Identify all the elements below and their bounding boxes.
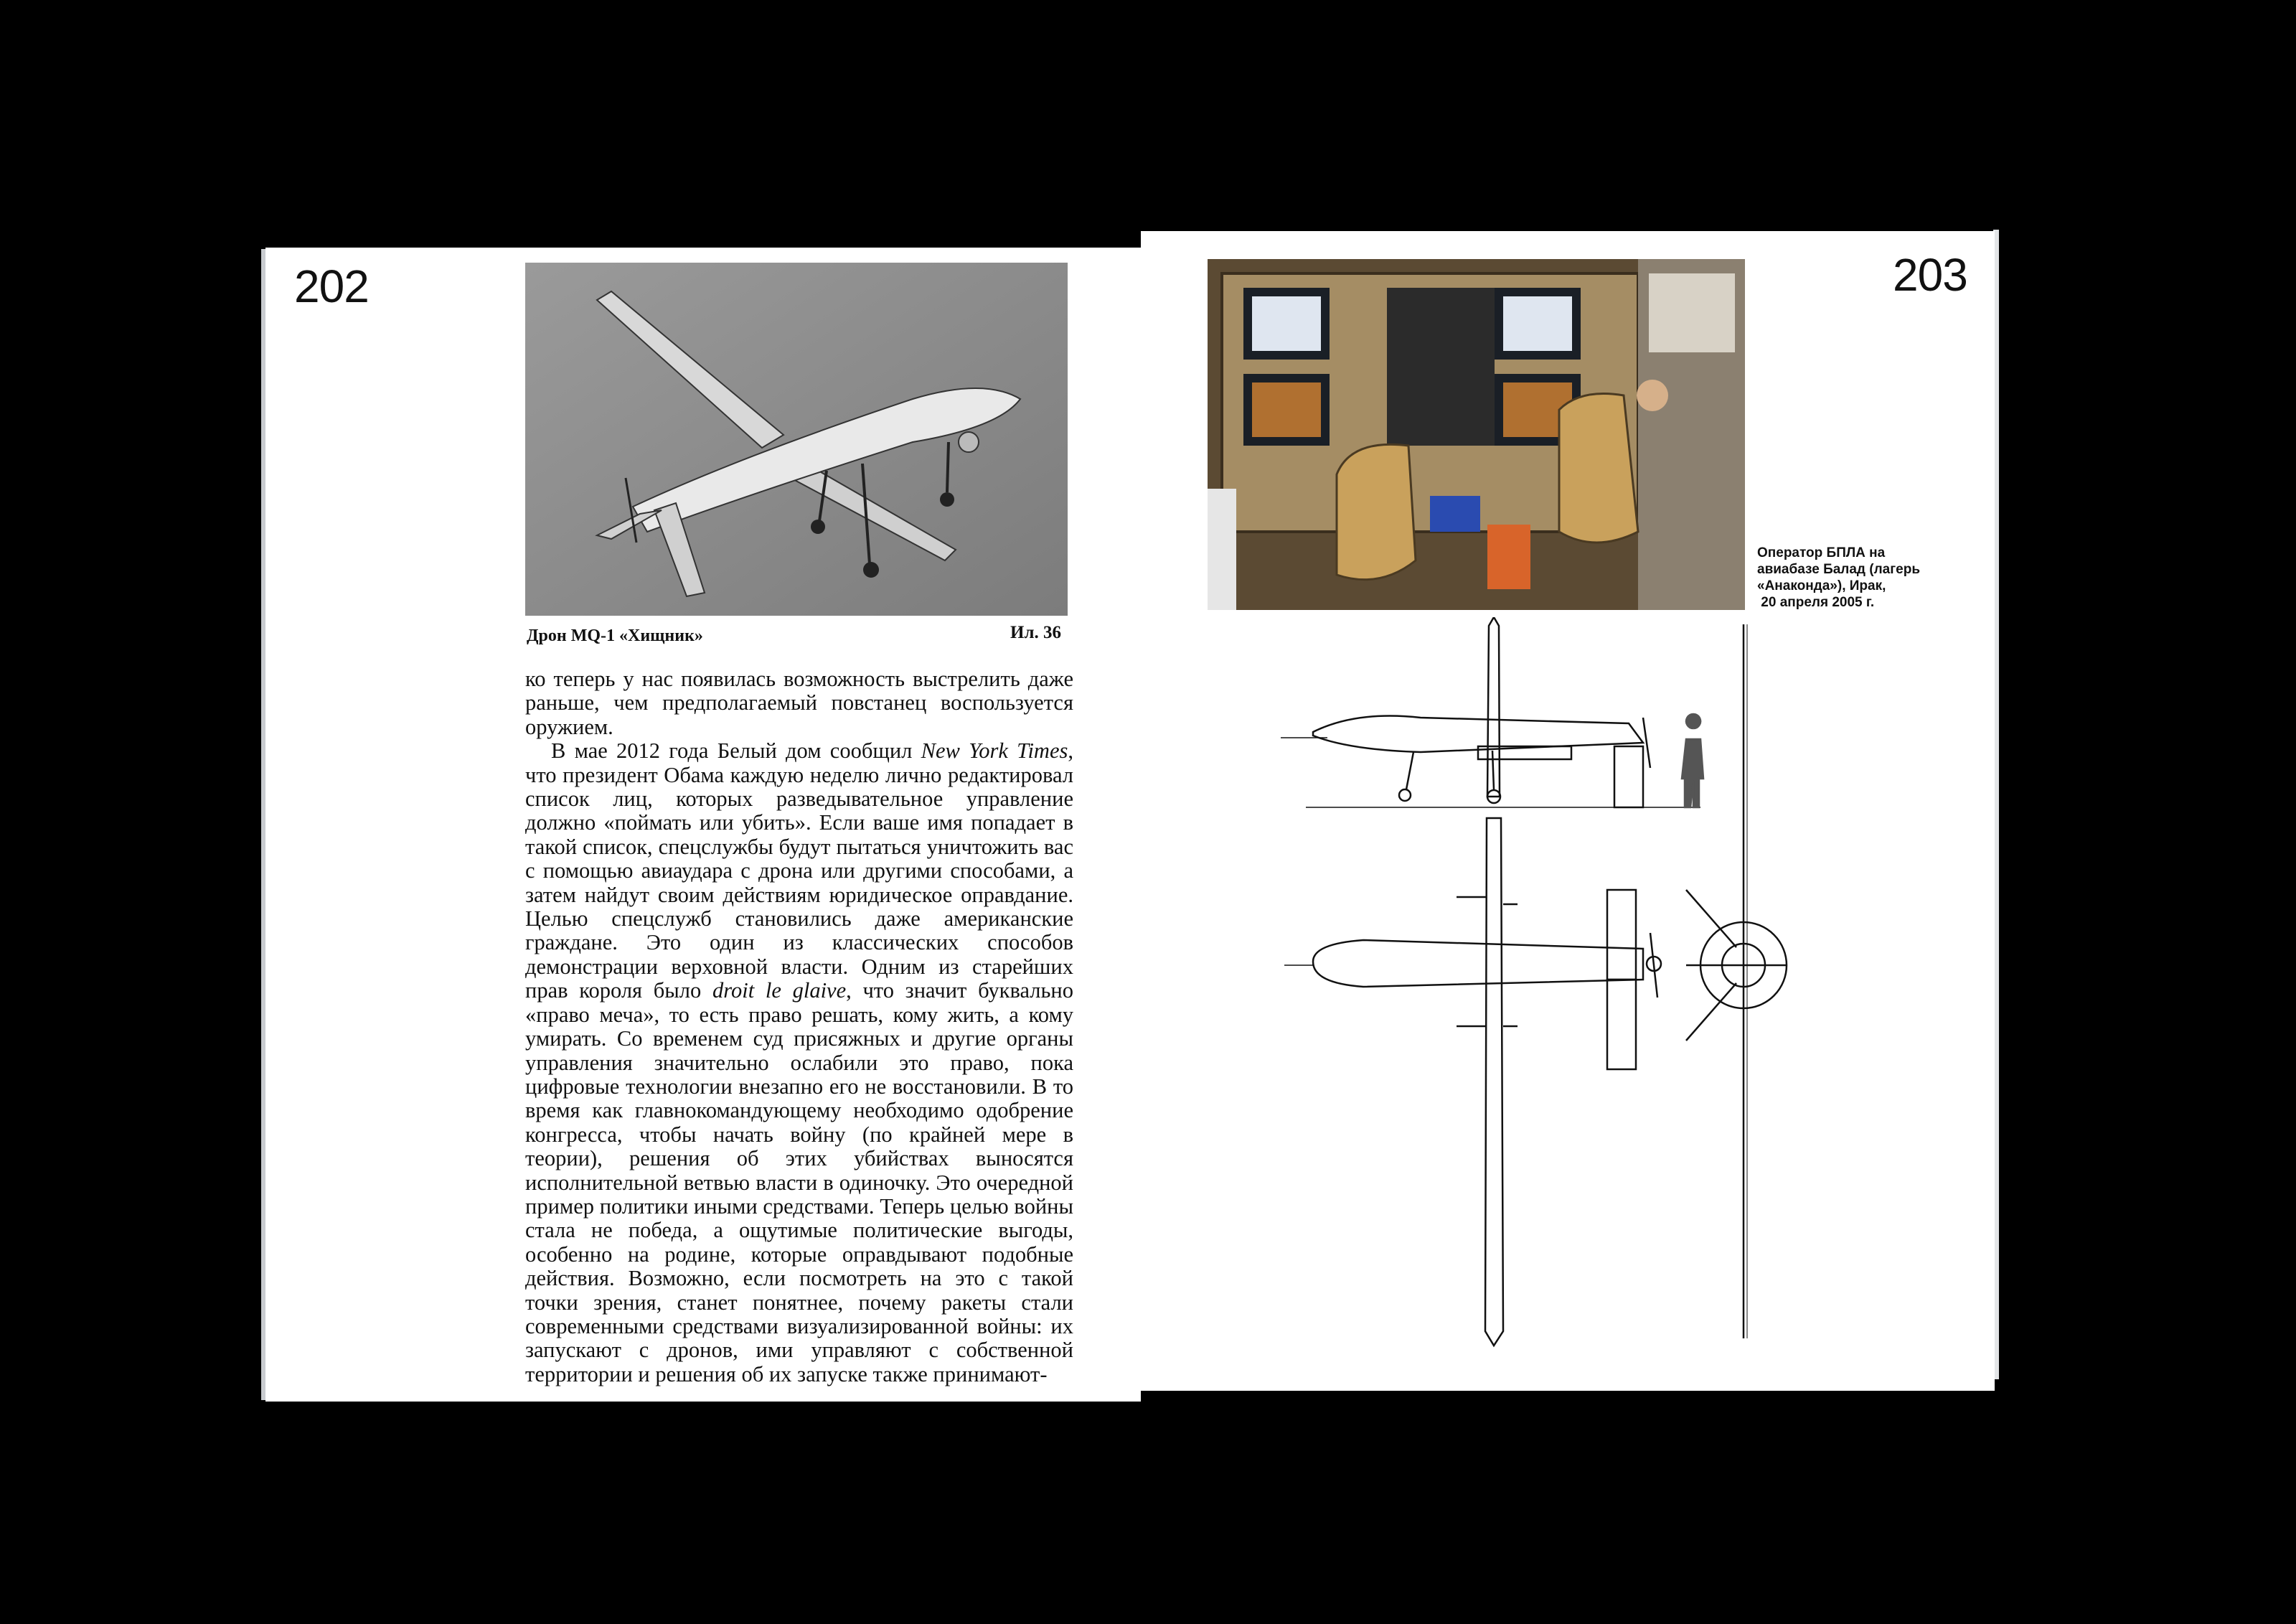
text-run: В мае 2012 года Белый дом сообщил bbox=[551, 738, 921, 764]
page-number-right: 203 bbox=[1893, 249, 1967, 301]
text-run: , что президент Обама каждую неделю лично редактировал список лиц, которых разведывательное управление должно «поймать или убить». Если ваше имя попадает в такой список, спецслужбы будут пытаться уничтожить вас с помощью авиаудара с дрона или другими способами, а затем найдут своим действиям юридическое оправдание. Целью спецслужб становились даже американские граждане. Это один из классических способов демонстрации верховной власти. Одним из старейших прав короля было bbox=[525, 738, 1073, 1003]
body-text bbox=[525, 667, 1073, 1386]
control-station-illustration bbox=[1208, 259, 1745, 610]
caption-line: Оператор БПЛА на bbox=[1757, 545, 1886, 560]
illustration-label: Ил. 36 bbox=[1010, 623, 1061, 642]
italic-run: New York Times bbox=[921, 738, 1068, 764]
caption-line: «Анаконда»), Ирак, bbox=[1757, 578, 1886, 593]
photo-caption: Дрон MQ-1 «Хищник» bbox=[527, 626, 703, 645]
predator-drone-illustration bbox=[525, 263, 1068, 616]
page-number-left: 202 bbox=[294, 261, 369, 312]
body-paragraph bbox=[525, 739, 1073, 1386]
drone-mq1-photo bbox=[525, 263, 1068, 616]
italic-run: droit le glaive bbox=[712, 978, 847, 1003]
caption-line: 20 апреля 2005 г. bbox=[1757, 595, 1875, 610]
text-run: ко теперь у нас появилась возможность выстрелить даже раньше, чем предполагаемый повстанец воспользуется оружием. bbox=[525, 667, 1073, 739]
text-run: , что значит буквально «право меча», то есть право решать, кому жить, а кому умирать. Со временем суд присяжных и другие органы управления значительно ослабили это право, пока цифровые технологии внезапно его не восстановили. В то время как главнокомандующему необходимо одобрение конгресса, чтобы начать войну (по крайней мере в теории), решения об этих убийствах выносятся исполнительной ветвью власти в одиночку. Это очередной пример политики иными средствами. Теперь целью войны стала не победа, а ощутимые политические выгоды, особенно на родине, которые оправдывают подобные действия. Возможно, если посмотреть на это с такой точки зрения, станет понятнее, почему ракеты стали современными средствами визуализированной войны: их запускают с дронов, ими управляют с собственной территории и решения об их запуске также принимают- bbox=[525, 978, 1073, 1386]
caption-line: авиабазе Балад (лагерь bbox=[1757, 562, 1920, 577]
body-paragraph bbox=[525, 667, 1073, 739]
drone-operator-photo bbox=[1208, 259, 1745, 610]
operator-photo-caption bbox=[1757, 545, 1958, 611]
drone-schematic-drawing bbox=[1270, 617, 1815, 1356]
